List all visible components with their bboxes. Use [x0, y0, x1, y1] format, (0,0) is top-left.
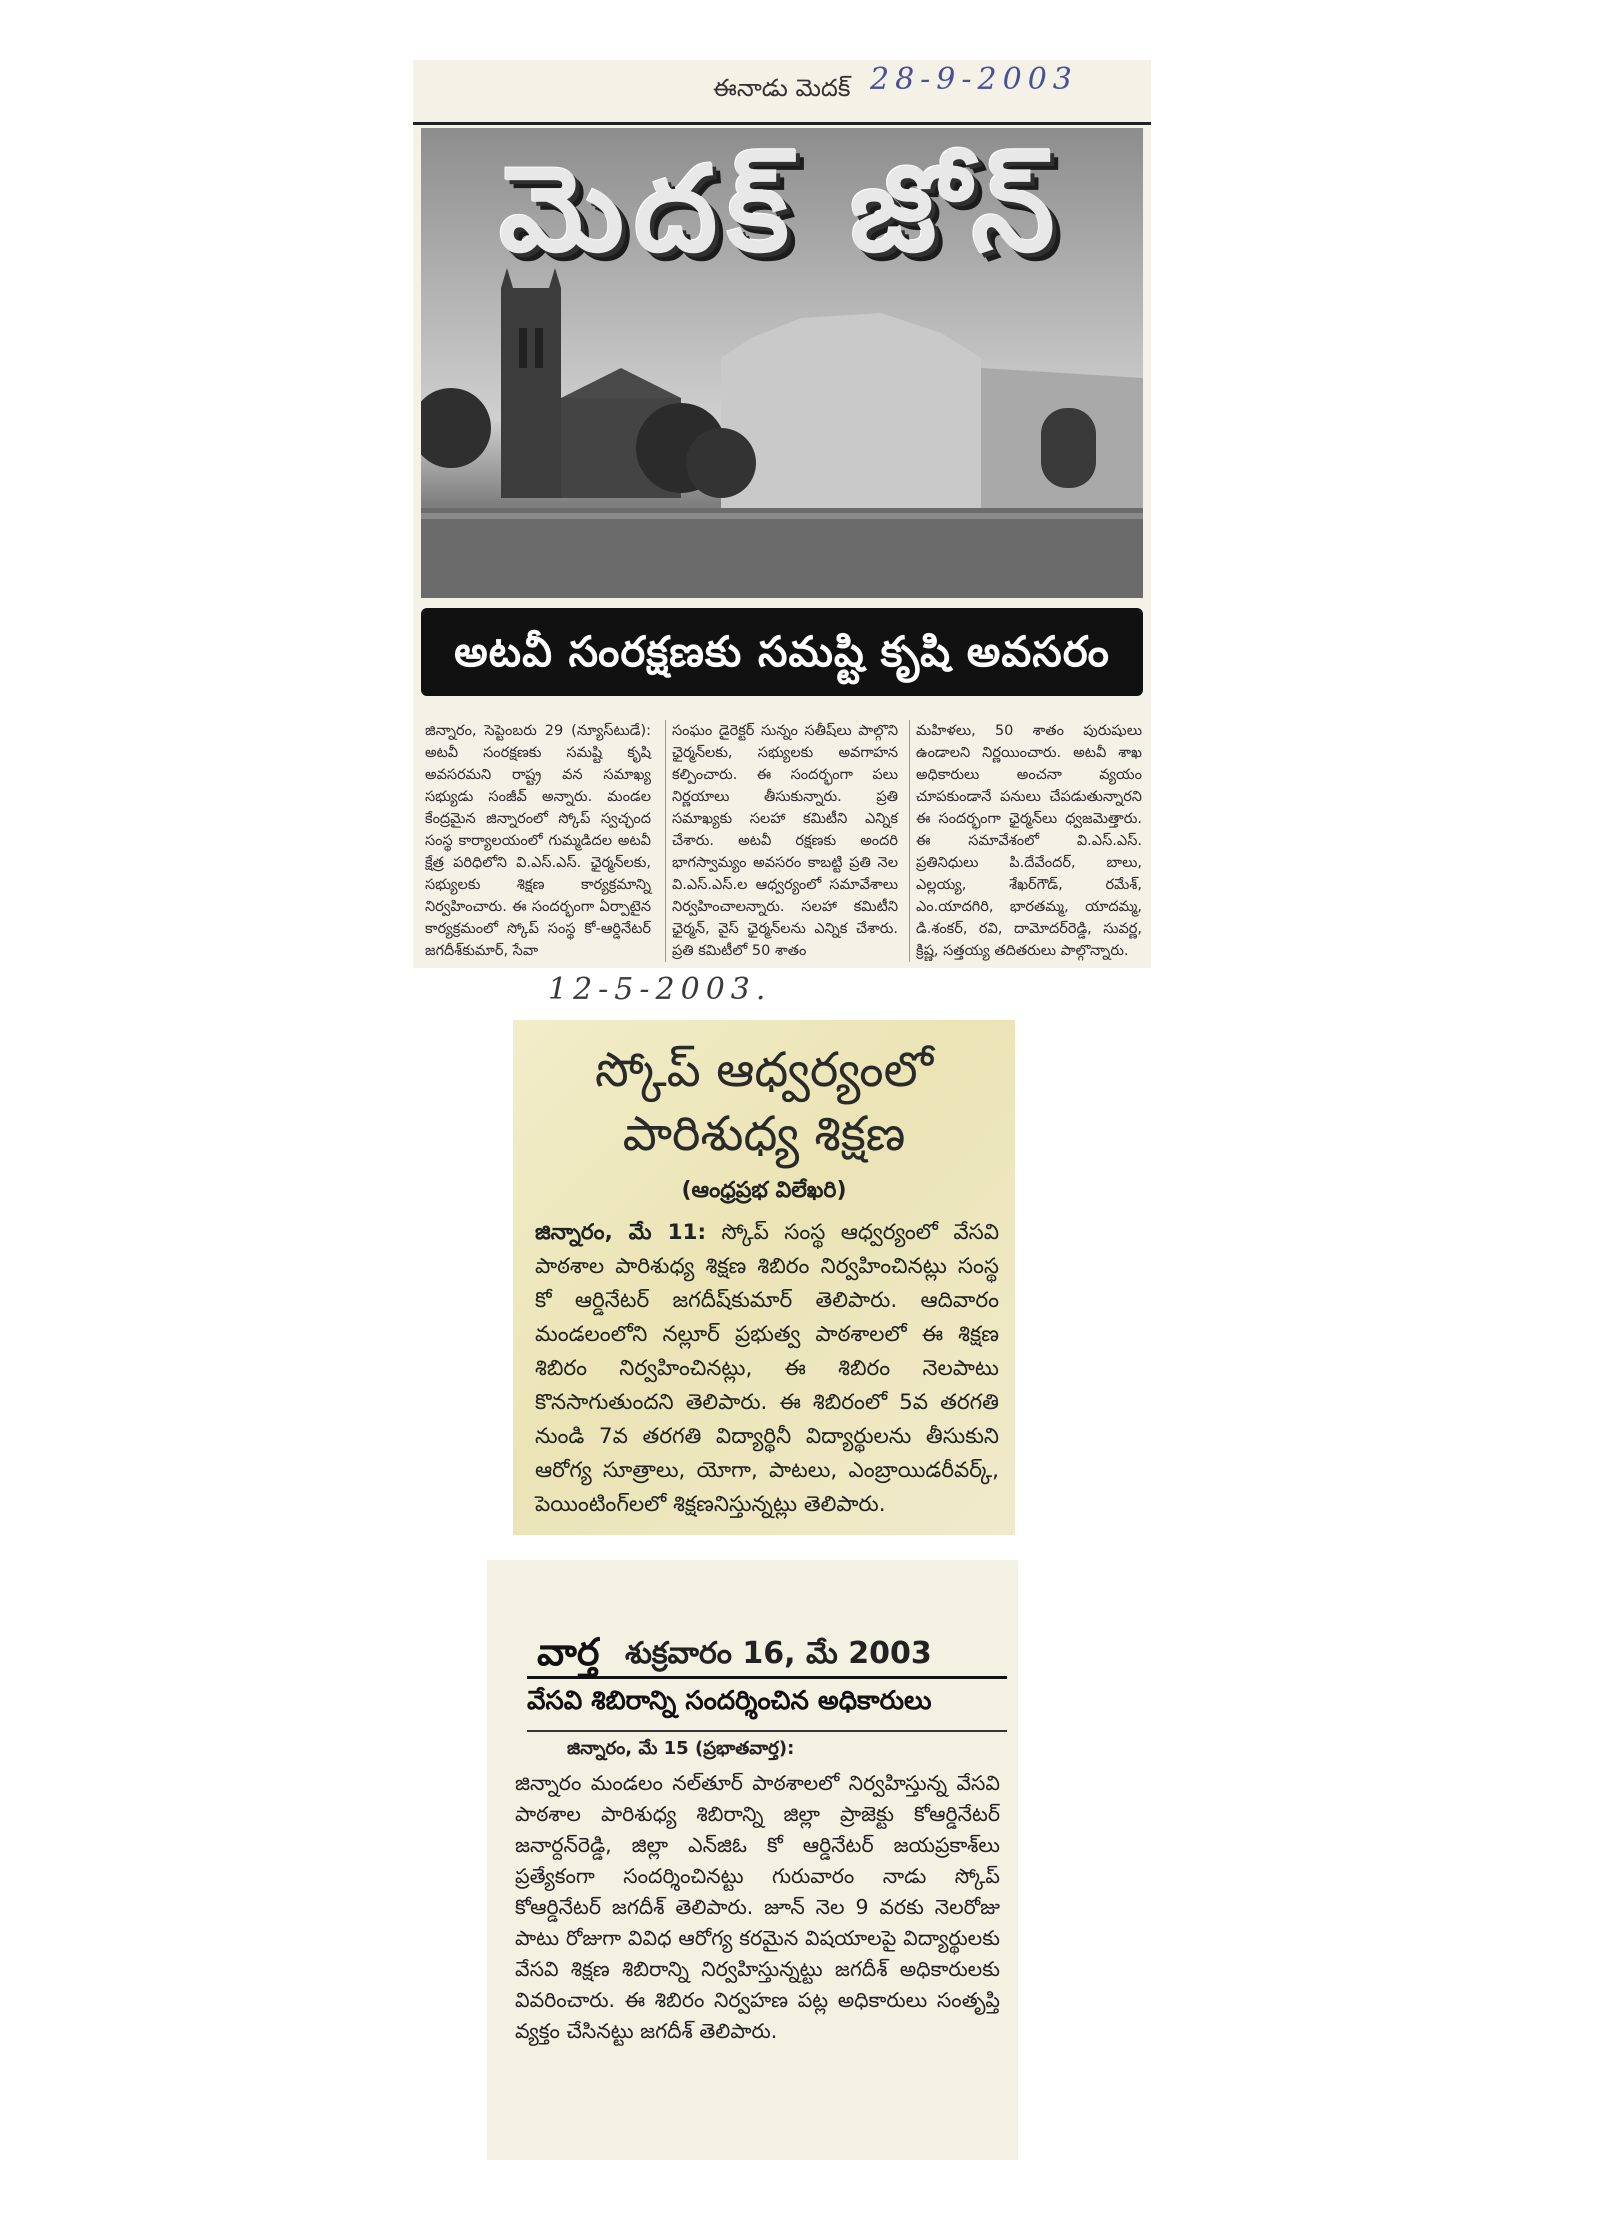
- headline: [513, 1038, 1015, 1166]
- banner-image: [421, 128, 1143, 598]
- handwritten-date: 12-5-2003.: [548, 972, 772, 1007]
- paper-date: శుక్రవారం 16, మే 2003: [625, 1636, 932, 1671]
- vaartha-clipping: [487, 1560, 1018, 2160]
- headline-line: స్కోప్ ఆధ్వర్యంలో: [594, 1042, 934, 1098]
- andhra-prabha-clipping: [513, 1020, 1015, 1535]
- masthead: [527, 1630, 1007, 1679]
- headline: అటవీ సంరక్షణకు సమష్టి కృషి అవసరం: [421, 608, 1143, 696]
- article-body: [535, 1216, 999, 1522]
- banner-title: మెదక్ జోన్: [499, 140, 1065, 278]
- article-text: స్కోప్ సంస్థ ఆధ్వర్యంలో వేసవి పాఠశాల పారిశుధ్య శిక్షణ శిబిరం నిర్వహించినట్లు సంస్థ కో ఆర్డినేటర్ జగదీష్‌కుమార్ తెలిపారు. ఆదివారం మండలంలోని నల్లూర్ ప్రభుత్వ పాఠశాలలో ఈ శిక్షణ శిబిరం నిర్వహించినట్లు, ఈ శిబిరం నెలపాటు కొనసాగుతుందని తెలిపారు. ఈ శిబిరంలో 5వ తరగతి నుండి 7వ తరగతి విద్యార్థినీ విద్యార్థులను తీసుకుని ఆరోగ్య సూత్రాలు, యోగా, పాటలు, ఎంబ్రాయిడరీవర్క్, పెయింటింగ్‌లలో శిక్షణనిస్తున్నట్లు తెలిపారు.: [535, 1220, 999, 1517]
- headline: వేసవి శిబిరాన్ని సందర్శించిన అధికారులు: [527, 1686, 1007, 1732]
- article-body: జిన్నారం మండలం నల్‌తూర్ పాఠశాలలో నిర్వహిస్తున్న వేసవి పాఠశాల పారిశుధ్య శిబిరాన్ని జిల్లా ప్రాజెక్టు కోఆర్డినేటర్ జనార్దన్‌రెడ్డి, జిల్లా ఎన్‌జిఓ కో ఆర్డినేటర్ జయప్రకాశ్‌లు ప్రత్యేకంగా సందర్శించినట్టు గురువారం నాడు స్కోప్ కోఆర్డినేటర్ జగదీశ్ తెలిపారు. జూన్ నెల 9 వరకు నెలరోజు పాటు రోజుగా వివిధ ఆరోగ్య కరమైన విషయాలపై విద్యార్థులకు వేసవి శిక్షణ శిబిరాన్ని నిర్వహిస్తున్నట్టు జగదీశ్ అధికారులకు వివరించారు. ఈ శిబిరం నిర్వహణ పట్ల అధికారులు సంతృప్తి వ్యక్తం చేసినట్టు జగదీశ్ తెలిపారు.: [515, 1771, 1000, 2043]
- headline-line: పారిశుధ్య శిక్షణ: [622, 1106, 906, 1162]
- article-column: సంఘం డైరెక్టర్ సున్నం సతీష్‌లు పాల్గొని ఛైర్మన్‌లకు, సభ్యులకు అవగాహన కల్పించారు. ఈ సందర్భంగా పలు నిర్ణయాలు తీసుకున్నారు. ప్రతి సమాఖ్యకు సలహా కమిటీని ఎన్నిక చేశారు. అటవీ రక్షణకు అందరి భాగస్వామ్యం అవసరం కాబట్టి ప్రతి నెల వి.ఎస్.ఎస్.ల ఆధ్వర్యంలో సమావేశాలు నిర్వహించాలన్నారు. సలహా కమిటీని ఛైర్మన్, వైస్ ఛైర్మన్‌లను ఎన్నిక చేశారు. ప్రతి కమిటీలో 50 శాతం: [665, 720, 898, 962]
- eenadu-clipping: [413, 60, 1151, 968]
- article-columns: [425, 720, 1141, 960]
- byline: (ఆంధ్రప్రభ విలేఖరి): [681, 1178, 847, 1203]
- paper-name: వార్త: [537, 1630, 600, 1674]
- dateline: జిన్నారం, మే 11:: [535, 1220, 707, 1245]
- source-label: ఈనాడు మెదక్: [713, 74, 851, 102]
- article-column: జిన్నారం, సెప్టెంబరు 29 (న్యూస్‌టుడే): అటవీ సంరక్షణకు సమష్టి కృషి అవసరమని రాష్ట్ర వన సమాఖ్య సభ్యుడు సంజీవ్ అన్నారు. మండల కేంద్రమైన జిన్నారంలో స్కోప్ స్వచ్ఛంద సంస్థ కార్యాలయంలో గుమ్మడిదల అటవీ క్షేత్ర పరిధిలోని వి.ఎస్.ఎస్. ఛైర్మన్‌లకు, సభ్యులకు శిక్షణ కార్యక్రమాన్ని నిర్వహించారు. ఈ సందర్భంగా ఏర్పాటైన కార్యక్రమంలో స్కోప్ సంస్థ కో-ఆర్డినేటర్ జగదీశ్‌కుమార్, సేవా: [425, 723, 651, 959]
- dateline: జిన్నారం, మే 15 (ప్రభాతవార్త):: [567, 1738, 795, 1759]
- handwritten-date: 28-9-2003: [870, 62, 1078, 97]
- article-column: మహిళలు, 50 శాతం పురుషులు ఉండాలని నిర్ణయించారు. అటవీ శాఖ అధికారులు అంచనా వ్యయం చూపకుండానే పనులు చేపడుతున్నారని ఈ సందర్భంగా ఛైర్మన్‌లు ధ్వజమెత్తారు. ఈ సమావేశంలో వి.ఎస్.ఎస్. ప్రతినిధులు పి.దేవేందర్, బాలు, ఎల్లయ్య, శేఖర్‌గౌడ్, రమేశ్, ఎం.యాదగిరి, భారతమ్మ, యాదమ్మ, డి.శంకర్, రవి, దామోదర్‌రెడ్డి, సువర్ణ, క్రిష్ణ, సత్తయ్య తదితరులు పాల్గొన్నారు.: [909, 720, 1142, 962]
- divider: [413, 122, 1151, 125]
